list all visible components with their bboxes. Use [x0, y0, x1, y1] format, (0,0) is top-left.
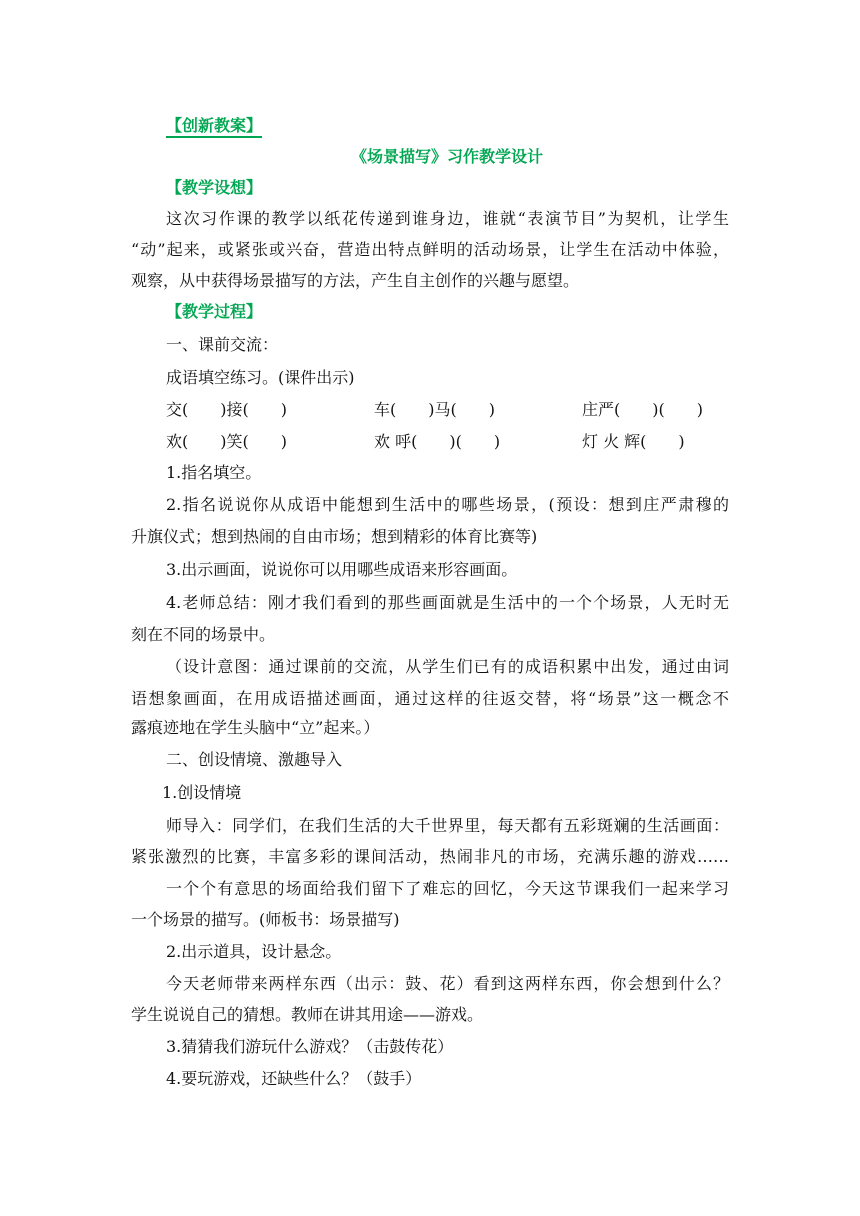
design-intent-line: 露痕迹地在学生头脑中“立”起来。） — [131, 718, 380, 737]
paragraph-line: 紧张激烈的比赛，丰富多彩的课间活动，热闹非凡的市场，充满乐趣的游戏…… — [131, 847, 729, 866]
design-intent-line: 语想象画面，在用成语描述画面，通过这样的往返交替，将“场景”这一概念不 — [131, 689, 729, 708]
list-item: 1.指名填空。 — [166, 463, 262, 482]
idiom-blank: 欢 呼( )( ) — [374, 432, 501, 451]
paragraph-line: 一个场景的描写。(师板书：场景描写) — [131, 910, 400, 929]
section-heading: 一、课前交流： — [166, 335, 279, 354]
paragraph-line: 这次习作课的教学以纸花传递到谁身边，谁就“表演节目”为契机，让学生 — [166, 209, 729, 228]
design-intent-line: （设计意图：通过课前的交流，从学生们已有的成语积累中出发，通过由词 — [166, 657, 729, 676]
section-heading: 二、创设情境、激趣导入 — [166, 750, 343, 769]
doc-tag — [166, 116, 262, 136]
list-item: 4.老师总结：刚才我们看到的那些画面就是生活中的一个个场景，人无时无 — [166, 593, 729, 612]
paragraph-line: 今天老师带来两样东西（出示：鼓、花）看到这两样东西，你会想到什么？ — [166, 974, 729, 993]
list-item: 2.出示道具，设计悬念。 — [166, 942, 342, 961]
list-item: 3.猜猜我们游玩什么游戏？（击鼓传花） — [166, 1037, 454, 1056]
paragraph-line: 成语填空练习。(课件出示) — [166, 368, 355, 387]
doc-title: 《场景描写》习作教学设计 — [351, 147, 544, 166]
doc-tag-text: 【创新教案】 — [166, 116, 262, 138]
paragraph-line: 学生说说自己的猜想。教师在讲其用途——游戏。 — [131, 1005, 484, 1024]
paragraph-line: 一个个有意思的场面给我们留下了难忘的回忆，今天这节课我们一起来学习 — [166, 879, 729, 898]
paragraph-line: 观察，从中获得场景描写的方法，产生自主创作的兴趣与愿望。 — [131, 271, 580, 290]
list-item: 1.创设情境 — [162, 783, 242, 802]
idiom-blank: 灯 火 辉( ) — [582, 432, 685, 451]
heading-teaching-idea: 【教学设想】 — [166, 178, 263, 197]
list-item: 4.要玩游戏，还缺些什么？（鼓手） — [166, 1069, 422, 1088]
paragraph-line: 刻在不同的场景中。 — [131, 625, 276, 644]
paragraph-line: 师导入：同学们，在我们生活的大千世界里，每天都有五彩斑斓的生活画面： — [166, 816, 729, 835]
idiom-blank: 庄严( )( ) — [582, 400, 703, 419]
idiom-blank: 交( )接( ) — [166, 400, 287, 419]
paragraph-line: 升旗仪式；想到热闹的自由市场；想到精彩的体育比赛等) — [131, 527, 538, 546]
idiom-blank: 车( )马( ) — [374, 400, 495, 419]
heading-teaching-process: 【教学过程】 — [166, 302, 263, 321]
idiom-blank: 欢( )笑( ) — [166, 432, 287, 451]
list-item: 2.指名说说你从成语中能想到生活中的哪些场景，(预设：想到庄严肃穆的 — [166, 495, 729, 514]
paragraph-line: “动”起来，或紧张或兴奋，营造出特点鲜明的活动场景，让学生在活动中体验， — [131, 240, 729, 259]
list-item: 3.出示画面，说说你可以用哪些成语来形容画面。 — [166, 560, 518, 579]
